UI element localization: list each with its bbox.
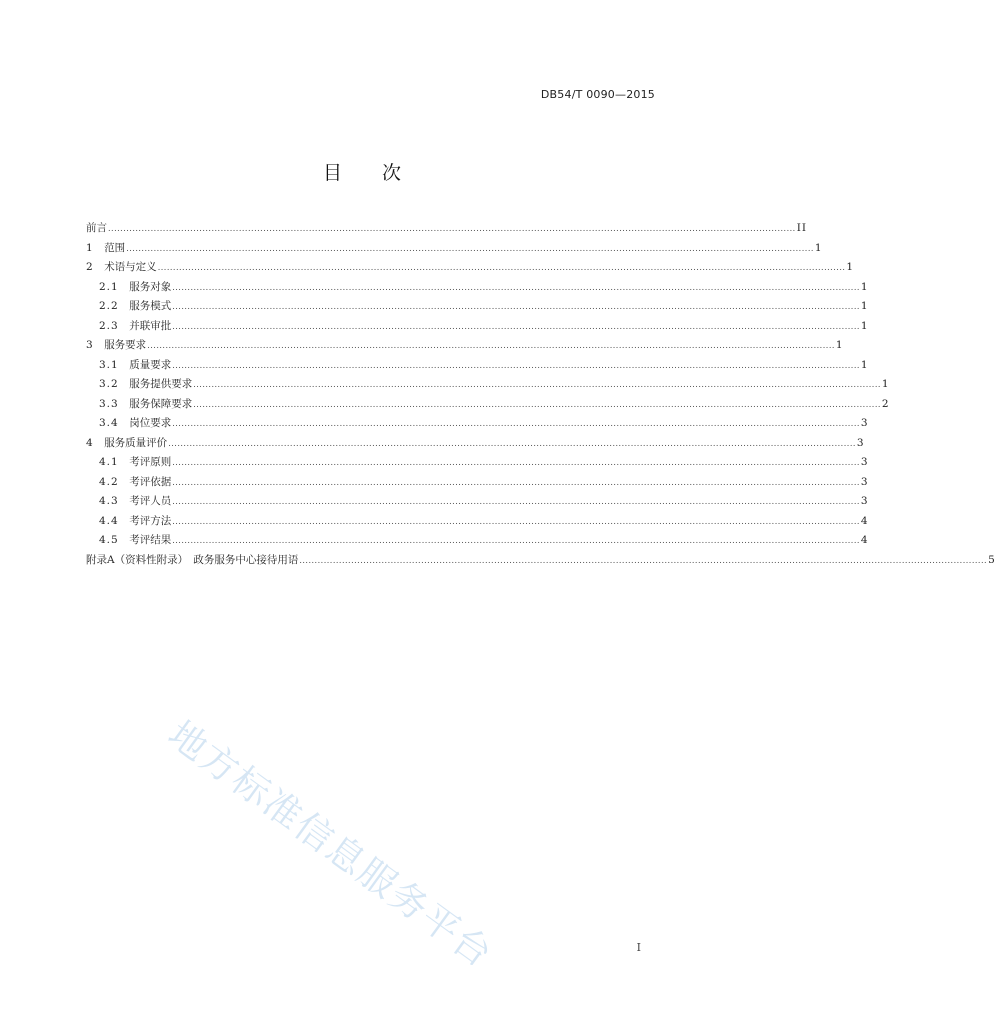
toc-leader-dots: .................................................................................................................................................................................................................................. bbox=[172, 516, 860, 526]
toc-leader-dots: .................................................................................................................................................................................................................................. bbox=[172, 321, 860, 331]
toc-page-number: 1 bbox=[860, 280, 869, 293]
page-title bbox=[0, 158, 724, 185]
toc-leader-dots: .................................................................................................................................................................................................................................. bbox=[168, 438, 856, 448]
toc-page-number: 1 bbox=[835, 339, 844, 351]
toc-entry-title: 并联审批 bbox=[129, 319, 172, 332]
toc-leader-dots: .................................................................................................................................................................................................................................. bbox=[172, 497, 860, 506]
toc-page-number: 1 bbox=[860, 319, 869, 332]
toc-entry-title: 考评人员 bbox=[129, 495, 172, 507]
toc-entry-title: 考评方法 bbox=[129, 514, 172, 527]
toc-entry-number: 4.1 bbox=[99, 456, 119, 468]
toc-leader-dots: .................................................................................................................................................................................................................................. bbox=[172, 477, 860, 487]
toc-entry-4[interactable] bbox=[86, 434, 865, 454]
toc-entry-foreword[interactable] bbox=[86, 219, 808, 239]
toc-entry-title: 范围 bbox=[104, 241, 126, 254]
toc-entry-1[interactable] bbox=[86, 239, 823, 259]
toc-page-number: II bbox=[796, 222, 808, 234]
toc-entry-3-2[interactable] bbox=[86, 375, 890, 395]
toc-entry-number: 2.2 bbox=[99, 300, 119, 312]
toc-entry-2-3[interactable] bbox=[86, 317, 869, 337]
toc-entry-4-4[interactable] bbox=[86, 512, 869, 532]
toc-page-number: 2 bbox=[881, 397, 890, 410]
toc-leader-dots: .................................................................................................................................................................................................................................. bbox=[172, 360, 860, 370]
table-of-contents bbox=[86, 219, 996, 570]
toc-entry-number: 4.2 bbox=[99, 475, 119, 488]
toc-leader-dots: .................................................................................................................................................................................................................................. bbox=[193, 380, 881, 389]
toc-entry-title: 服务提供要求 bbox=[129, 378, 193, 390]
toc-entry-3-3[interactable] bbox=[86, 395, 890, 415]
toc-entry-number: 4.4 bbox=[99, 514, 119, 527]
toc-entry-number: 3.4 bbox=[99, 417, 119, 429]
toc-leader-dots: .................................................................................................................................................................................................................................. bbox=[172, 282, 860, 292]
toc-entry-4-5[interactable] bbox=[86, 531, 869, 551]
toc-entry-number: 2.3 bbox=[99, 319, 119, 332]
toc-entry-number: 4.3 bbox=[99, 495, 119, 507]
toc-entry-4-3[interactable] bbox=[86, 492, 869, 512]
toc-page-number: 5 bbox=[988, 553, 996, 566]
toc-page-number: 3 bbox=[860, 456, 869, 468]
toc-page-number: 4 bbox=[860, 534, 869, 546]
toc-entry-title: 质量要求 bbox=[129, 358, 172, 371]
toc-page-number: 3 bbox=[860, 475, 869, 488]
toc-leader-dots: .................................................................................................................................................................................................................................. bbox=[172, 458, 860, 467]
footer-page-number: I bbox=[636, 941, 641, 954]
toc-entry-2[interactable] bbox=[86, 258, 855, 278]
toc-entry-2-2[interactable] bbox=[86, 297, 869, 317]
toc-entry-title: 岗位要求 bbox=[129, 417, 172, 429]
toc-entry-title: 前言 bbox=[86, 222, 107, 234]
toc-entry-title: 附录A（资料性附录） 政务服务中心接待用语 bbox=[86, 553, 299, 566]
toc-entry-number: 3.3 bbox=[99, 397, 119, 410]
toc-entry-title: 服务要求 bbox=[104, 339, 147, 351]
toc-leader-dots: .................................................................................................................................................................................................................................. bbox=[108, 224, 796, 233]
title-char-2: 次 bbox=[382, 162, 402, 184]
toc-entry-4-1[interactable] bbox=[86, 453, 869, 473]
toc-entry-number: 4 bbox=[86, 436, 94, 449]
toc-page-number: 3 bbox=[860, 495, 869, 507]
toc-leader-dots: .................................................................................................................................................................................................................................. bbox=[147, 341, 835, 350]
toc-page-number: 1 bbox=[860, 358, 869, 371]
toc-entry-number: 3 bbox=[86, 339, 94, 351]
toc-entry-title: 考评依据 bbox=[129, 475, 172, 488]
toc-entry-appendix-a[interactable] bbox=[86, 551, 996, 571]
toc-entry-title: 考评原则 bbox=[129, 456, 172, 468]
toc-leader-dots: .................................................................................................................................................................................................................................. bbox=[172, 419, 860, 428]
toc-leader-dots: .................................................................................................................................................................................................................................. bbox=[126, 243, 814, 253]
toc-entry-number: 2 bbox=[86, 261, 94, 273]
toc-entry-title: 考评结果 bbox=[129, 534, 172, 546]
toc-leader-dots: .................................................................................................................................................................................................................................. bbox=[193, 399, 881, 409]
toc-entry-title: 术语与定义 bbox=[104, 261, 157, 273]
toc-page-number: 1 bbox=[846, 261, 855, 273]
toc-entry-title: 服务对象 bbox=[129, 280, 172, 293]
toc-entry-3[interactable] bbox=[86, 336, 844, 356]
title-char-1: 目 bbox=[322, 162, 342, 184]
toc-leader-dots: .................................................................................................................................................................................................................................. bbox=[172, 536, 860, 545]
toc-page-number: 1 bbox=[860, 300, 869, 312]
toc-entry-title: 服务模式 bbox=[129, 300, 172, 312]
watermark: 地方标准信息服务平台 bbox=[160, 712, 502, 977]
toc-entry-number: 1 bbox=[86, 241, 94, 254]
toc-page-number: 4 bbox=[860, 514, 869, 527]
toc-page-number: 1 bbox=[881, 378, 890, 390]
toc-entry-title: 服务质量评价 bbox=[104, 436, 168, 449]
toc-leader-dots: .................................................................................................................................................................................................................................. bbox=[157, 263, 846, 272]
document-code: DB54/T 0090—2015 bbox=[540, 88, 655, 101]
toc-leader-dots: .................................................................................................................................................................................................................................. bbox=[172, 302, 860, 311]
toc-page-number: 1 bbox=[814, 241, 823, 254]
toc-entry-4-2[interactable] bbox=[86, 473, 869, 493]
toc-entry-number: 2.1 bbox=[99, 280, 119, 293]
toc-page-number: 3 bbox=[860, 417, 869, 429]
toc-entry-3-1[interactable] bbox=[86, 356, 869, 376]
toc-entry-number: 3.2 bbox=[99, 378, 119, 390]
toc-entry-number: 4.5 bbox=[99, 534, 119, 546]
toc-entry-2-1[interactable] bbox=[86, 278, 869, 298]
toc-entry-title: 服务保障要求 bbox=[129, 397, 193, 410]
toc-entry-3-4[interactable] bbox=[86, 414, 869, 434]
toc-page-number: 3 bbox=[856, 436, 865, 449]
toc-leader-dots: .................................................................................................................................................................................................................................. bbox=[299, 555, 988, 565]
toc-entry-number: 3.1 bbox=[99, 358, 119, 371]
